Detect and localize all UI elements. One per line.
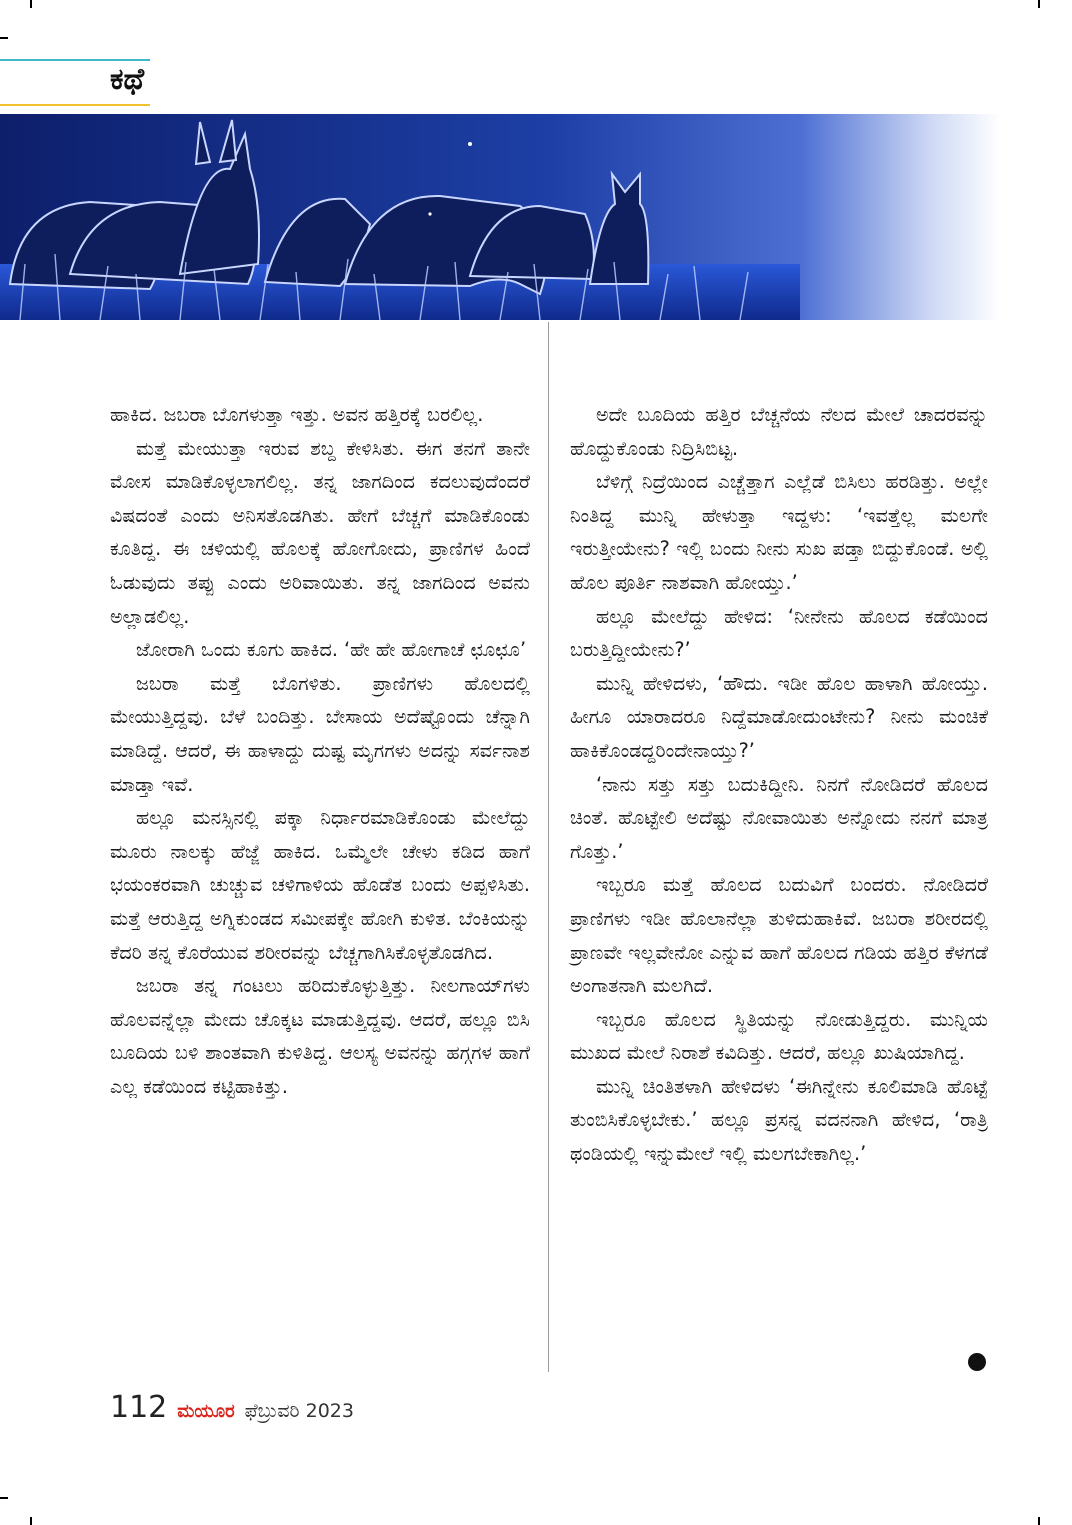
- section-rule-top: [0, 59, 150, 61]
- crop-mark: [0, 1497, 8, 1499]
- paragraph: ಜಬರಾ ತನ್ನ ಗಂಟಲು ಹರಿದುಕೊಳ್ಳುತ್ತಿತ್ತು. ನೀಲಗಾಯ್‌ಗಳು ಹೊಲವನ್ನೆಲ್ಲಾ ಮೇದು ಚೊಕ್ಕಟ ಮಾಡುತ್ತಿದ್ದವು. ಆದರೆ, ಹಲ್ಲೂ ಬಿಸಿ ಬೂದಿಯ ಬಳಿ ಶಾಂತವಾಗಿ ಕುಳಿತಿದ್ದ. ಆಲಸ್ಯ ಅವನನ್ನು ಹಗ್ಗಗಳ ಹಾಗೆ ಎಲ್ಲ ಕಡೆಯಿಂದ ಕಟ್ಟಿಹಾಕಿತ್ತು.: [110, 974, 530, 1098]
- paragraph: ಇಬ್ಬರೂ ಮತ್ತೆ ಹೊಲದ ಬದುವಿಗೆ ಬಂದರು. ನೋಡಿದರೆ ಪ್ರಾಣಿಗಳು ಇಡೀ ಹೊಲಾನೆಲ್ಲಾ ತುಳಿದುಹಾಕಿವೆ. ಜಬರಾ ಶರೀರದಲ್ಲಿ ಪ್ರಾಣವೇ ಇಲ್ಲವೇನೋ ಎನ್ನುವ ಹಾಗೆ ಹೊಲದ ಗಡಿಯ ಹತ್ತಿರ ಕೆಳಗಡೆ ಅಂಗಾತನಾಗಿ ಮಲಗಿದೆ.: [570, 873, 988, 998]
- paragraph: ಬೆಳಿಗ್ಗೆ ನಿದ್ರೆಯಿಂದ ಎಚ್ಚೆತ್ತಾಗ ಎಲ್ಲೆಡೆ ಬಿಸಿಲು ಹರಡಿತ್ತು. ಅಲ್ಲೇ ನಿಂತಿದ್ದ ಮುನ್ನಿ ಹೇಳುತ್ತಾ ಇದ್ದಳು: ‘ಇವತ್ತೆಲ್ಲ ಮಲಗೇ ಇರುತ್ತೀಯೇನು? ಇಲ್ಲಿ ಬಂದು ನೀನು ಸುಖ ಪಡ್ತಾ ಬಿದ್ದುಕೊಂಡೆ. ಅಲ್ಲಿ ಹೊಲ ಪೂರ್ತಿ ನಾಶವಾಗಿ ಹೋಯ್ತು.’: [570, 470, 988, 594]
- page-footer: [110, 1390, 354, 1430]
- paragraph: ಹಾಕಿದ. ಜಬರಾ ಬೊಗಳುತ್ತಾ ಇತ್ತು. ಅವನ ಹತ್ತಿರಕ್ಕೆ ಬರಲಿಲ್ಲ.: [110, 403, 484, 426]
- paragraph: ಹಲ್ಲೂ ಮೇಲೆದ್ದು ಹೇಳಿದ: ‘ನೀನೇನು ಹೊಲದ ಕಡೆಯಿಂದ ಬರುತ್ತಿದ್ದೀಯೇನು?’: [570, 604, 988, 662]
- magazine-logo: ಮಯೂರ: [177, 1401, 235, 1422]
- banner-illustration: [0, 114, 1000, 320]
- paragraph: ಅದೇ ಬೂದಿಯ ಹತ್ತಿರ ಬೆಚ್ಚನೆಯ ನೆಲದ ಮೇಲೆ ಚಾದರವನ್ನು ಹೊದ್ದುಕೊಂಡು ನಿದ್ರಿಸಿಬಿಟ್ಟ.: [570, 403, 988, 460]
- paragraph: ಮುನ್ನಿ ಹೇಳಿದಳು, ‘ಹೌದು. ಇಡೀ ಹೊಲ ಹಾಳಾಗಿ ಹೋಯ್ತು. ಹೀಗೂ ಯಾರಾದರೂ ನಿದ್ದೆಮಾಡೋದುಂಟೇನು? ನೀನು ಮಂಚಿಕೆ ಹಾಕಿಕೊಂಡದ್ದರಿಂದೇನಾಯ್ತು?’: [570, 671, 988, 762]
- paragraph: ಮುನ್ನಿ ಚಿಂತಿತಳಾಗಿ ಹೇಳಿದಳು ‘ಈಗಿನ್ನೇನು ಕೂಲಿಮಾಡಿ ಹೊಟ್ಟೆ ತುಂಬಿಸಿಕೊಳ್ಳಬೇಕು.’ ಹಲ್ಲೂ ಪ್ರಸನ್ನ ವದನನಾಗಿ ಹೇಳಿದ, ‘ರಾತ್ರಿ ಥಂಡಿಯಲ್ಲಿ ಇನ್ನುಮೇಲೆ ಇಲ್ಲಿ ಮಲಗಬೇಕಾಗಿಲ್ಲ.’: [570, 1074, 988, 1166]
- paragraph: ‘ನಾನು ಸತ್ತು ಸತ್ತು ಬದುಕಿದ್ದೀನಿ. ನಿನಗೆ ನೋಡಿದರೆ ಹೊಲದ ಚಿಂತೆ. ಹೊಟ್ಟೇಲಿ ಅದೆಷ್ಟು ನೋವಾಯಿತು ಅನ್ನೋದು ನನಗೆ ಮಾತ್ರ ಗೊತ್ತು.’: [570, 772, 988, 863]
- crop-mark: [1038, 0, 1040, 8]
- crop-mark: [0, 37, 8, 39]
- page-number: 112: [110, 1390, 168, 1425]
- paragraph: ಮತ್ತೆ ಮೇಯುತ್ತಾ ಇರುವ ಶಬ್ದ ಕೇಳಿಸಿತು. ಈಗ ತನಗೆ ತಾನೇ ಮೋಸ ಮಾಡಿಕೊಳ್ಳಲಾಗಲಿಲ್ಲ. ತನ್ನ ಜಾಗದಿಂದ ಕದಲುವುದೆಂದರೆ ವಿಷದಂತೆ ಎಂದು ಅನಿಸತೊಡಗಿತು. ಹೇಗೆ ಬೆಚ್ಚಗೆ ಮಾಡಿಕೊಂಡು ಕೂತಿದ್ದ. ಈ ಚಳಿಯಲ್ಲಿ ಹೊಲಕ್ಕೆ ಹೋಗೋದು, ಪ್ರಾಣಿಗಳ ಹಿಂದೆ ಓಡುವುದು ತಪ್ಪು ಎಂದು ಅರಿವಾಯಿತು. ತನ್ನ ಜಾಗದಿಂದ ಅವನು ಅಲ್ಲಾಡಲಿಲ್ಲ.: [110, 436, 530, 628]
- paragraph: ಹಲ್ಲೂ ಮನಸ್ಸಿನಲ್ಲಿ ಪಕ್ಕಾ ನಿರ್ಧಾರಮಾಡಿಕೊಂಡು ಮೇಲೆದ್ದು ಮೂರು ನಾಲಕ್ಕು ಹೆಜ್ಜೆ ಹಾಕಿದ. ಒಮ್ಮೆಲೇ ಚೇಳು ಕಡಿದ ಹಾಗೆ ಭಯಂಕರವಾಗಿ ಚುಚ್ಚುವ ಚಳಿಗಾಳಿಯ ಹೊಡೆತ ಬಂದು ಅಪ್ಪಳಿಸಿತು. ಮತ್ತೆ ಆರುತ್ತಿದ್ದ ಅಗ್ನಿಕುಂಡದ ಸಮೀಪಕ್ಕೇ ಹೋಗಿ ಕುಳಿತ. ಬೆಂಕಿಯನ್ನು ಕೆದರಿ ತನ್ನ ಕೊರೆಯುವ ಶರೀರವನ್ನು ಬೆಚ್ಚಗಾಗಿಸಿಕೊಳ್ಳತೊಡಗಿದ.: [110, 806, 530, 964]
- article-column-right: [570, 398, 988, 1171]
- column-divider: [548, 322, 549, 1372]
- crop-mark: [1038, 1517, 1040, 1525]
- antelopes-grazing-night-illustration: [0, 114, 1000, 320]
- section-title: ಕಥೆ: [110, 62, 145, 97]
- crop-mark: [30, 1517, 32, 1525]
- crop-mark: [30, 0, 32, 8]
- end-of-story-bullet: [968, 1353, 986, 1371]
- paragraph: ಜೋರಾಗಿ ಒಂದು ಕೂಗು ಹಾಕಿದ. ‘ಹೇ ಹೇ ಹೋಗಾಚೆ ಛೂಛೂ’: [136, 638, 527, 662]
- issue-date: ಫೆಬ್ರುವರಿ 2023: [244, 1400, 354, 1422]
- paragraph: ಜಬರಾ ಮತ್ತೆ ಬೊಗಳಿತು. ಪ್ರಾಣಿಗಳು ಹೊಲದಲ್ಲಿ ಮೇಯುತ್ತಿದ್ದವು. ಬೆಳೆ ಬಂದಿತ್ತು. ಬೇಸಾಯ ಅದೆಷ್ಟೊಂದು ಚೆನ್ನಾಗಿ ಮಾಡಿದ್ದೆ. ಆದರೆ, ಈ ಹಾಳಾದ್ದು ದುಷ್ಟ ಮೃಗಗಳು ಅದನ್ನು ಸರ್ವನಾಶ ಮಾಡ್ತಾ ಇವೆ.: [110, 671, 530, 796]
- article-column-left: [110, 398, 530, 1103]
- section-rule-bottom: [0, 104, 150, 106]
- paragraph: ಇಬ್ಬರೂ ಹೊಲದ ಸ್ಥಿತಿಯನ್ನು ನೋಡುತ್ತಿದ್ದರು. ಮುನ್ನಿಯ ಮುಖದ ಮೇಲೆ ನಿರಾಶೆ ಕವಿದಿತ್ತು. ಆದರೆ, ಹಲ್ಲೂ ಖುಷಿಯಾಗಿದ್ದ.: [570, 1007, 988, 1065]
